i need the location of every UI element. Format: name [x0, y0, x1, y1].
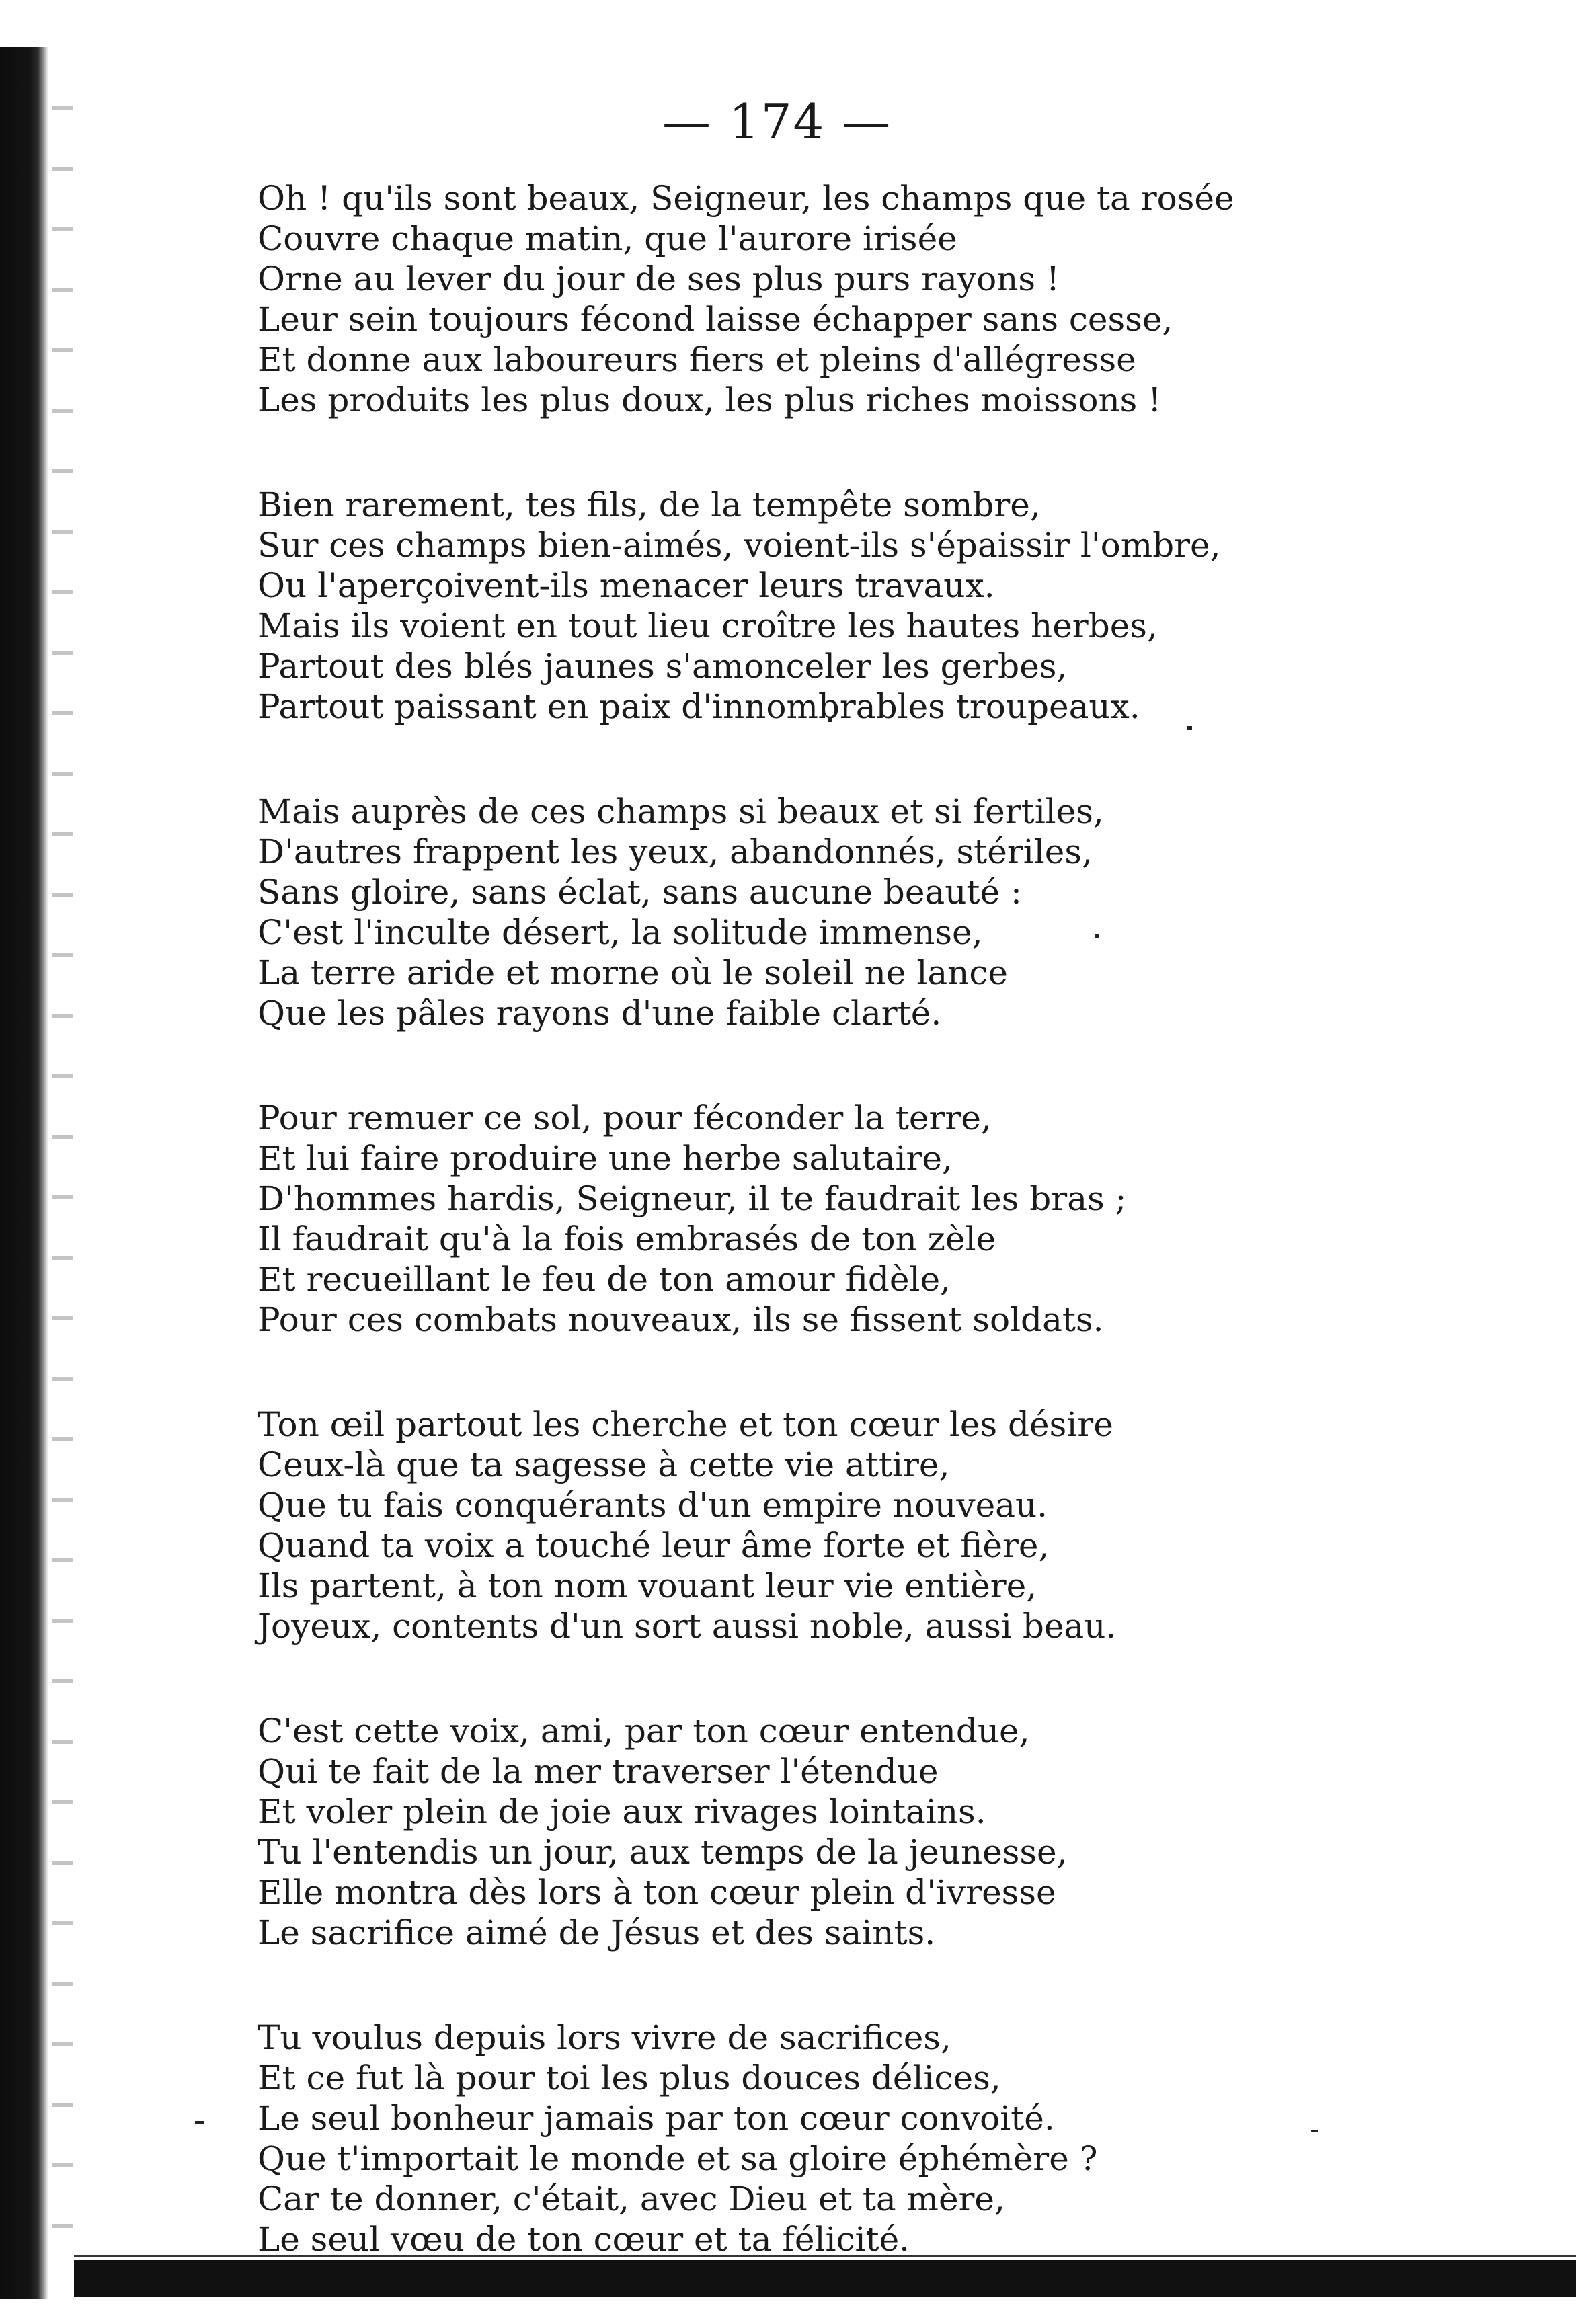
stanza-4: [258, 1098, 1468, 1340]
poem: [258, 178, 1468, 2324]
scan-edge-specks: [52, 81, 73, 2232]
stanza-3: [258, 791, 1468, 1033]
poem-line: Que tu fais conquérants d'un empire nouveau.: [258, 1486, 1048, 1525]
poem-line: Partout paissant en paix d'innombrables troupeaux.: [258, 687, 1140, 726]
poem-line: Le seul vœu de ton cœur et ta félicité.: [258, 2220, 910, 2259]
scan-binding-edge: [0, 47, 48, 2299]
poem-line: Et recueillant le feu de ton amour fidèle,: [258, 1260, 951, 1299]
poem-line: Que t'importait le monde et sa gloire éphémère ?: [258, 2139, 1098, 2178]
poem-line: D'autres frappent les yeux, abandonnés, stériles,: [258, 832, 1093, 871]
poem-line: C'est l'inculte désert, la solitude immense,: [258, 913, 983, 952]
stanza-7: [258, 2017, 1468, 2259]
poem-line: Tu voulus depuis lors vivre de sacrifices,: [258, 2018, 951, 2057]
poem-line: La terre aride et morne où le soleil ne lance: [258, 953, 1008, 992]
poem-line: Mais auprès de ces champs si beaux et si fertiles,: [258, 792, 1104, 831]
poem-line: Sans gloire, sans éclat, sans aucune beauté :: [258, 873, 1022, 912]
poem-line: Quand ta voix a touché leur âme forte et fière,: [258, 1526, 1050, 1565]
poem-line: C'est cette voix, ami, par ton cœur entendue,: [258, 1712, 1030, 1751]
page-number: — 174 —: [662, 93, 892, 150]
stanza-5: [258, 1404, 1468, 1646]
poem-line: Orne au lever du jour de ses plus purs rayons !: [258, 259, 1060, 298]
poem-line: Couvre chaque matin, que l'aurore irisée: [258, 219, 957, 258]
stanza-1: [258, 178, 1468, 420]
poem-line: Ceux-là que ta sagesse à cette vie attire,: [258, 1445, 950, 1484]
poem-line: Le sacrifice aimé de Jésus et des saints.: [258, 1913, 936, 1952]
poem-line: Ou l'aperçoivent-ils menacer leurs travaux.: [258, 566, 995, 605]
poem-line: Qui te fait de la mer traverser l'étendue: [258, 1752, 939, 1791]
scan-speck: [195, 2121, 204, 2124]
poem-line: Elle montra dès lors à ton cœur plein d'ivresse: [258, 1873, 1056, 1912]
poem-line: D'hommes hardis, Seigneur, il te faudrait les bras ;: [258, 1179, 1127, 1218]
poem-line: Ils partent, à ton nom vouant leur vie entière,: [258, 1566, 1037, 1605]
poem-line: Bien rarement, tes fils, de la tempête sombre,: [258, 485, 1041, 524]
poem-line: Car te donner, c'était, avec Dieu et ta mère,: [258, 2179, 1005, 2218]
poem-line: Pour remuer ce sol, pour féconder la terre,: [258, 1098, 992, 1137]
poem-line: Ton œil partout les cherche et ton cœur les désire: [258, 1405, 1113, 1444]
poem-line: Sur ces champs bien-aimés, voient-ils s'épaissir l'ombre,: [258, 526, 1221, 565]
poem-line: Tu l'entendis un jour, aux temps de la jeunesse,: [258, 1833, 1068, 1872]
poem-line: Mais ils voient en tout lieu croître les hautes herbes,: [258, 606, 1158, 645]
poem-line: Et voler plein de joie aux rivages lointains.: [258, 1792, 986, 1831]
poem-line: Partout des blés jaunes s'amonceler les gerbes,: [258, 647, 1068, 686]
poem-line: Et ce fut là pour toi les plus douces délices,: [258, 2058, 1001, 2097]
poem-line: Et lui faire produire une herbe salutaire,: [258, 1139, 953, 1178]
stanza-2: [258, 485, 1468, 727]
poem-line: Et donne aux laboureurs fiers et pleins d'allégresse: [258, 340, 1136, 379]
poem-line: Que les pâles rayons d'une faible clarté.: [258, 994, 942, 1033]
poem-line: Oh ! qu'ils sont beaux, Seigneur, les champs que ta rosée: [258, 179, 1234, 218]
poem-line: Le seul bonheur jamais par ton cœur convoité.: [258, 2099, 1055, 2138]
poem-line: Pour ces combats nouveaux, ils se fissent soldats.: [258, 1300, 1104, 1339]
stanza-6: [258, 1711, 1468, 1953]
poem-line: Les produits les plus doux, les plus riches moissons !: [258, 380, 1162, 419]
poem-line: Il faudrait qu'à la fois embrasés de ton zèle: [258, 1219, 996, 1258]
poem-line: Leur sein toujours fécond laisse échapper sans cesse,: [258, 300, 1173, 339]
poem-line: Joyeux, contents d'un sort aussi noble, aussi beau.: [258, 1607, 1117, 1646]
